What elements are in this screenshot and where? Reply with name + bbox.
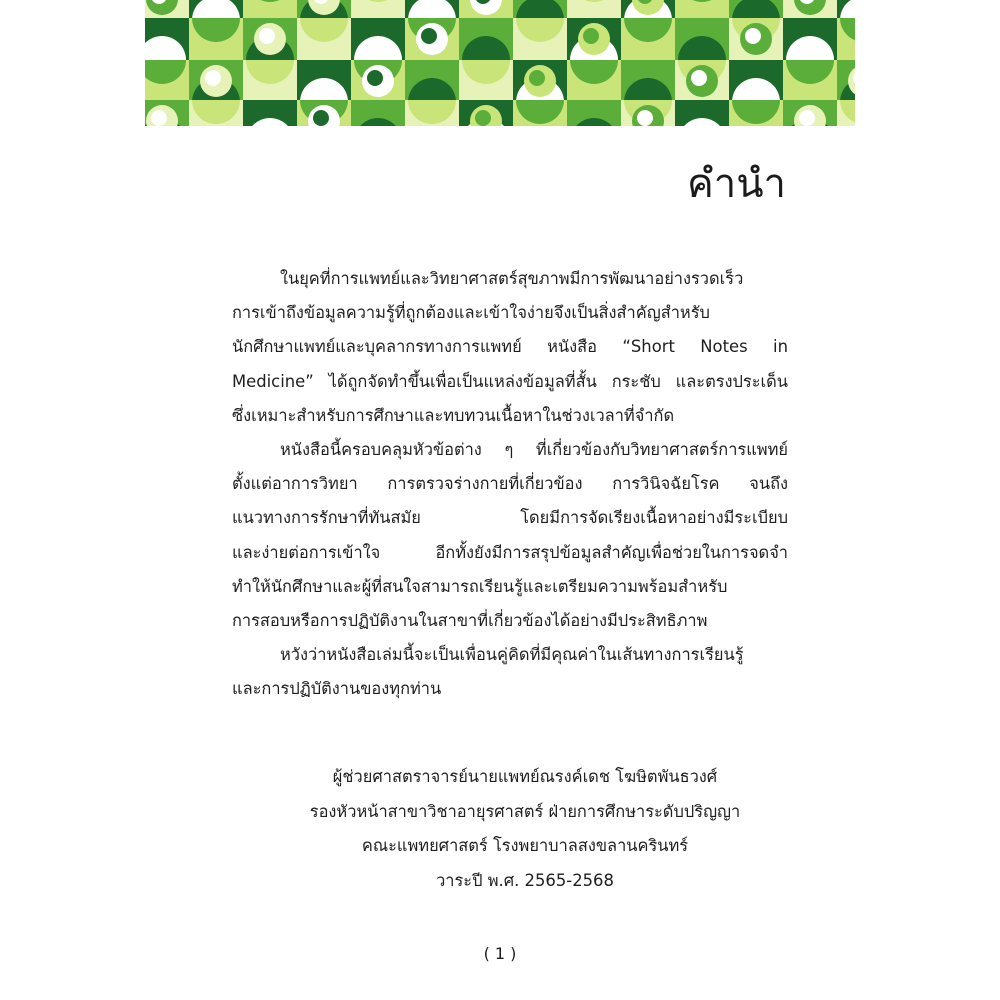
paragraph-1-line: นักศึกษาแพทย์และบุคลากรทางการแพทย์ หนังสือ “Short Notes in bbox=[232, 337, 788, 357]
paragraph-3-line: หวังว่าหนังสือเล่มนี้จะเป็นเพื่อนคู่คิดที่มีคุณค่าในเส้นทางการเรียนรู้ bbox=[280, 645, 744, 665]
banner-circle-highlight bbox=[583, 28, 599, 44]
banner-tile bbox=[243, 0, 297, 20]
paragraph-2-line: การสอบหรือการปฏิบัติงานในสาขาที่เกี่ยวข้องได้อย่างมีประสิทธิภาพ bbox=[232, 610, 708, 630]
paragraph-2-line: แนวทางการรักษาที่ทันสมัย โดยมีการจัดเรียงเนื้อหาอย่างมีระเบียบ bbox=[232, 508, 788, 528]
banner-circle-highlight bbox=[205, 70, 221, 86]
banner-tile bbox=[675, 0, 729, 20]
banner-circle-highlight bbox=[529, 70, 545, 86]
banner-tile bbox=[351, 0, 405, 20]
author-name: ผู้ช่วยศาสตราจารย์นายแพทย์ณรงค์เดช โฆษิตพันธวงศ์ bbox=[332, 767, 718, 786]
banner-circle-highlight bbox=[637, 110, 653, 126]
author-position: รองหัวหน้าสาขาวิชาอายุรศาสตร์ ฝ่ายการศึกษาระดับปริญญา bbox=[309, 801, 741, 821]
paragraph-3-line: และการปฏิบัติงานของทุกท่าน bbox=[232, 679, 442, 699]
banner-half-circle bbox=[516, 0, 564, 20]
paragraph-2-line: ตั้งแต่อาการวิทยา การตรวจร่างกายที่เกี่ยวข้อง การวินิจฉัยโรค จนถึง bbox=[232, 474, 788, 494]
paragraph-2-line: และง่ายต่อการเข้าใจ อีกทั้งยังมีการสรุปข้อมูลสำคัญเพื่อช่วยในการจดจำ bbox=[232, 542, 788, 562]
paragraph-2-line: หนังสือนี้ครอบคลุมหัวข้อต่าง ๆ ที่เกี่ยวข้องกับวิทยาศาสตร์การแพทย์ bbox=[280, 439, 788, 459]
paragraph-1-line: การเข้าถึงข้อมูลความรู้ที่ถูกต้องและเข้าใจง่ายจึงเป็นสิ่งสำคัญสำหรับ bbox=[232, 303, 710, 323]
geometric-pattern-graphic bbox=[145, 0, 855, 126]
banner-circle-highlight bbox=[313, 110, 329, 126]
paragraph-2-line: ทำให้นักศึกษาและผู้ที่สนใจสามารถเรียนรู้และเตรียมความพร้อมสำหรับ bbox=[232, 576, 728, 596]
author-affiliation: คณะแพทยศาสตร์ โรงพยาบาลสงขลานครินทร์ bbox=[361, 836, 689, 856]
banner-circle-highlight bbox=[475, 110, 491, 126]
banner-circle-highlight bbox=[799, 110, 815, 126]
banner-circle-highlight bbox=[691, 70, 707, 86]
page-title: คำนำ bbox=[686, 161, 786, 207]
paragraph-1-line: ในยุคที่การแพทย์และวิทยาศาสตร์สุขภาพมีการพัฒนาอย่างรวดเร็ว bbox=[280, 269, 744, 288]
banner-circle-highlight bbox=[745, 28, 761, 44]
banner-half-circle bbox=[408, 0, 456, 20]
preface-body bbox=[232, 262, 788, 706]
banner-circle-highlight bbox=[367, 70, 383, 86]
decorative-banner bbox=[145, 0, 855, 126]
banner-tile bbox=[567, 0, 621, 20]
paragraph-1-line: ซึ่งเหมาะสำหรับการศึกษาและทบทวนเนื้อหาในช่วงเวลาที่จำกัด bbox=[232, 405, 675, 425]
banner-half-circle bbox=[732, 0, 780, 20]
author-signature-block bbox=[250, 760, 800, 898]
page-number: ( 1 ) bbox=[483, 944, 517, 963]
banner-circle-highlight bbox=[421, 28, 437, 44]
banner-circle-highlight bbox=[259, 28, 275, 44]
paragraph-1-line: Medicine” ได้ถูกจัดทำขึ้นเพื่อเป็นแหล่งข้อมูลที่สั้น กระชับ และตรงประเด็น bbox=[232, 371, 788, 391]
banner-circle-highlight bbox=[151, 110, 167, 126]
banner-half-circle bbox=[192, 0, 240, 20]
author-term: วาระปี พ.ศ. 2565-2568 bbox=[436, 870, 614, 890]
